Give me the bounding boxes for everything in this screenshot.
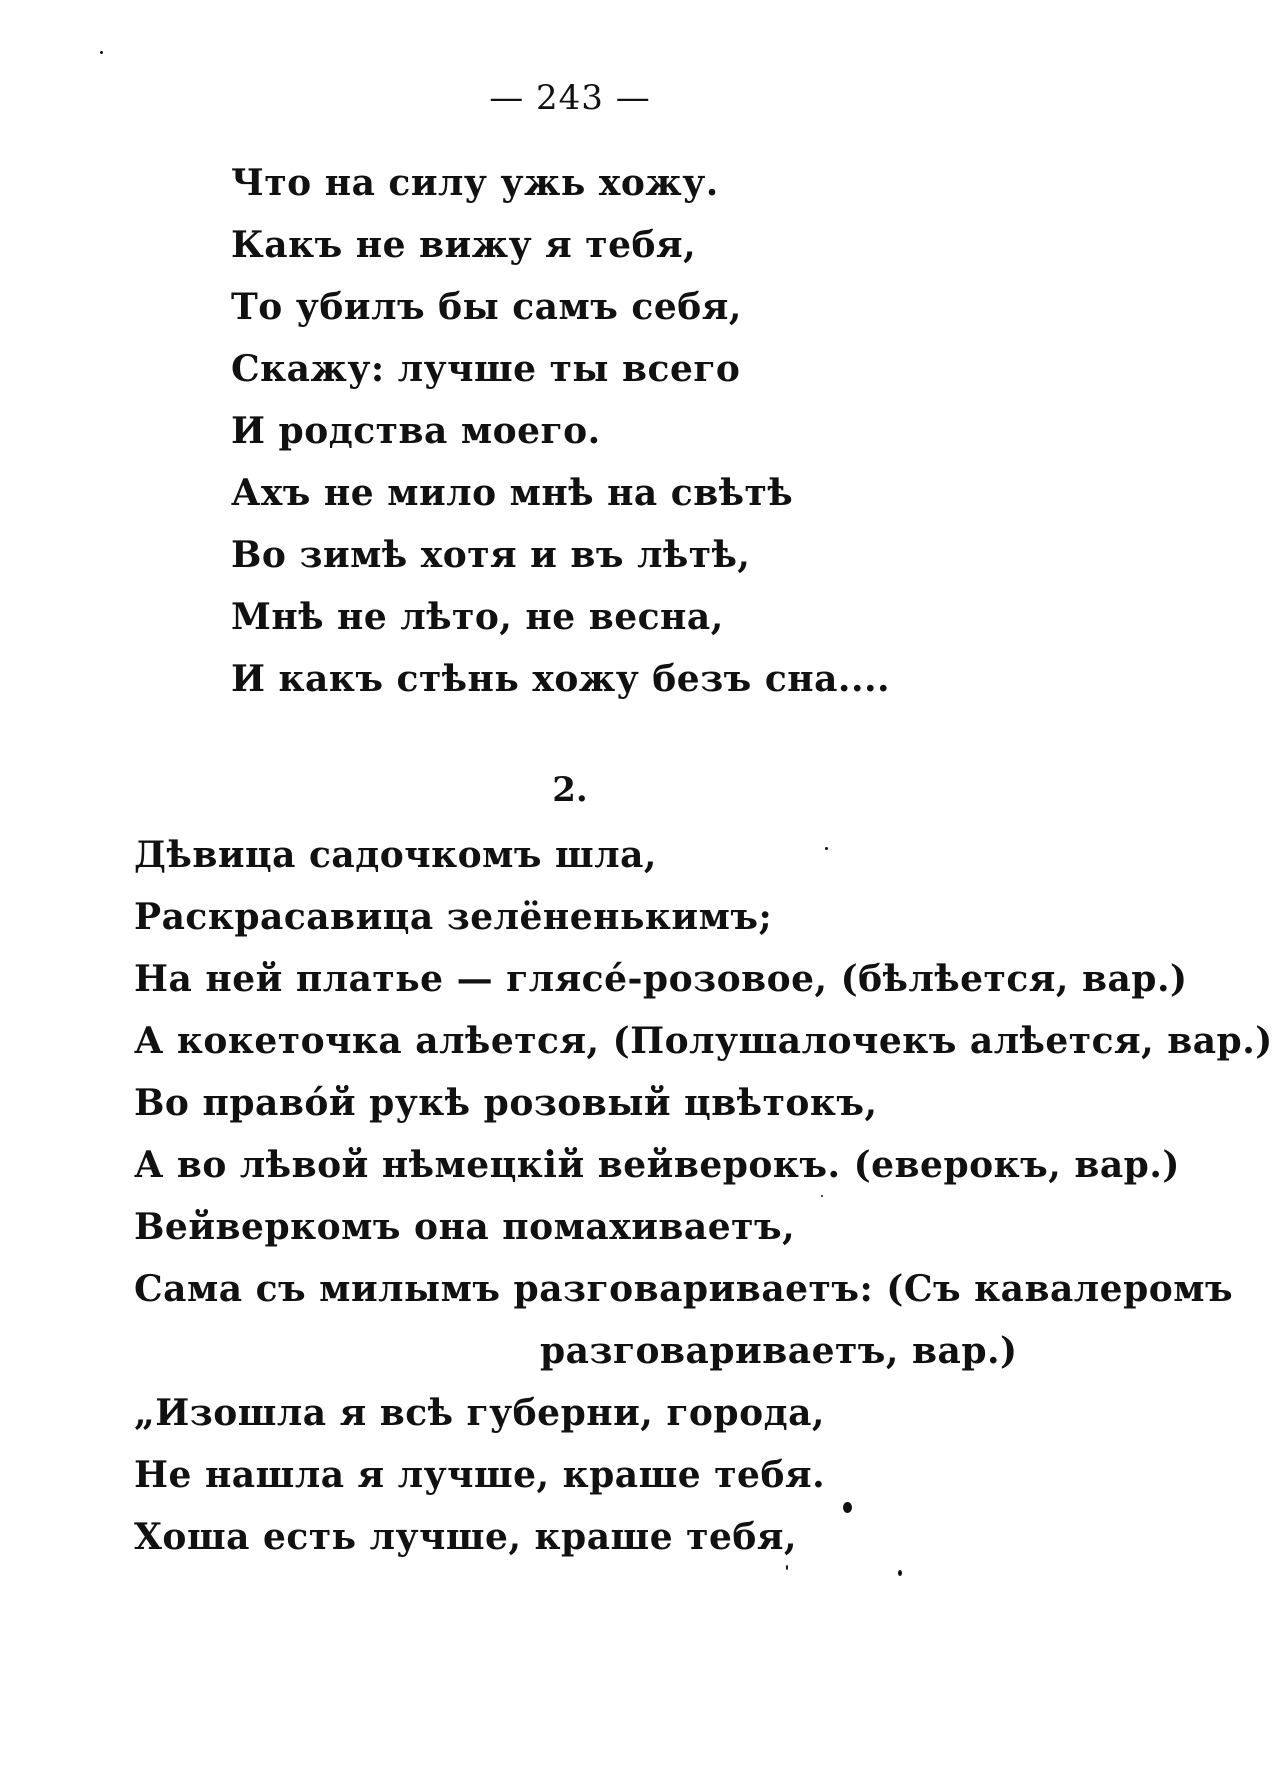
verse-line: „Изошла я всѣ губерни, города, [134,1392,825,1434]
verse-line: Не нашла я лучше, краше тебя. [134,1454,826,1496]
scan-speck [825,847,828,850]
page-number: — 243 — [489,78,651,118]
scan-speck [843,1502,852,1513]
verse-line: Во зимѣ хотя и въ лѣтѣ, [231,534,751,576]
verse-line: На ней платье — глясé-розовое, (бѣлѣется, вар.) [134,958,1188,1000]
verse-line: А во лѣвой нѣмецкій вейверокъ. (еверокъ, вар.) [134,1144,1180,1186]
verse-line: Что на силу ужь хожу. [231,162,719,204]
verse-line: То убилъ бы самъ себя, [231,286,742,328]
section-number: 2. [552,770,588,810]
scan-speck [821,1195,823,1197]
verse-line: И родства моего. [231,410,601,452]
verse-line: Мнѣ не лѣто, не весна, [231,596,724,638]
verse-line: Сама съ милымъ разговариваетъ: (Съ кавалеромъ [134,1268,1234,1310]
verse-line: Дѣвица садочкомъ шла, [134,834,657,876]
verse-line: И какъ стѣнь хожу безъ сна.... [231,658,891,700]
verse-line: Скажу: лучше ты всего [231,348,741,390]
verse-line: Ахъ не мило мнѣ на свѣтѣ [231,472,794,514]
verse-line: А кокеточка алѣется, (Полушалочекъ алѣется, вар.) [134,1020,1273,1062]
scan-speck [100,51,103,54]
scan-speck [898,1570,902,1576]
scan-speck [786,1565,788,1570]
verse-line: Какъ не вижу я тебя, [231,224,697,266]
verse-line: Раскрасавица зелёненькимъ; [134,896,773,938]
verse-line: Вейверкомъ она помахиваетъ, [134,1206,796,1248]
verse-line-continuation: разговариваетъ, вар.) [540,1330,1018,1372]
verse-line: Во правóй рукѣ розовый цвѣтокъ, [134,1082,878,1124]
verse-line: Хоша есть лучше, краше тебя, [134,1516,798,1558]
